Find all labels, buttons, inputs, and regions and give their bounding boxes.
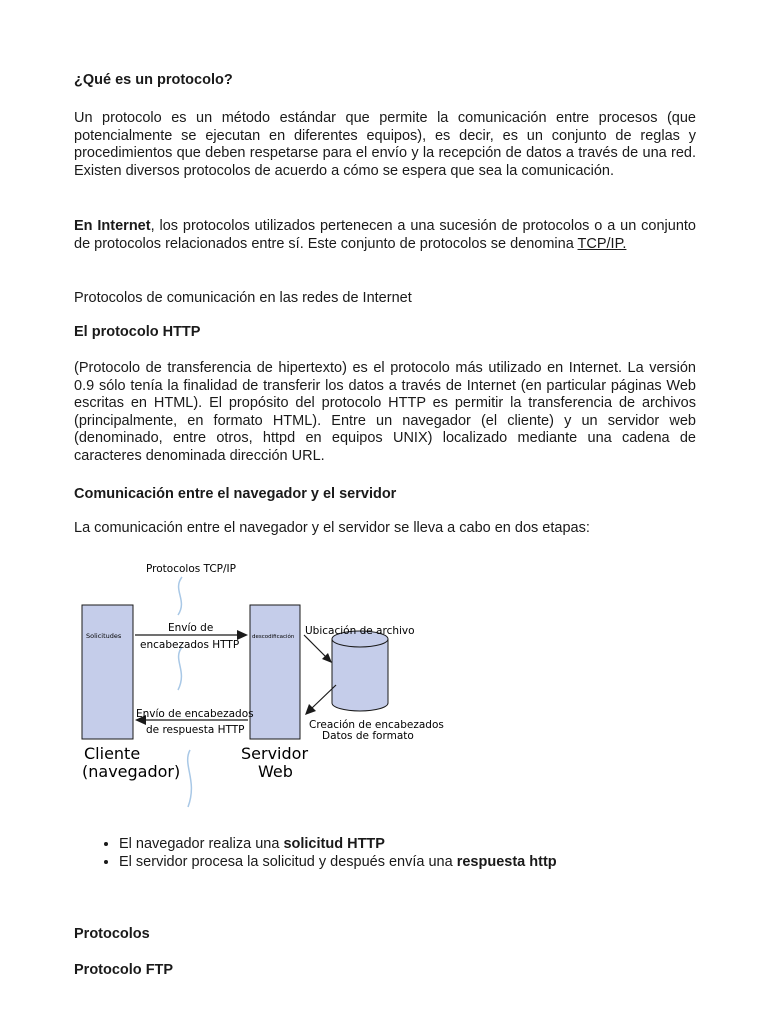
intro-paragraph: Un protocolo es un método estándar que permite la comunicación entre procesos (que potencialmente se ejecutan en diferentes equipos), es decir, es un conjunto de reglas y procedimientos que deben respetarse para el envío y la recepción de datos a través de una red. Existen diversos protocolos de acuerdo a cómo se espera que sea la comunicación.: [74, 110, 696, 179]
wave-middle: [178, 647, 182, 690]
http-paragraph: (Protocolo de transferencia de hipertexto) es el protocolo más utilizado en Internet. La versión 0.9 sólo tenía la finalidad de transferir los datos a través de Internet (en particular páginas Web escritas en HTML). El propósito del protocolo HTTP es permitir la transferencia de archivos (principalmente, en formato HTML). Entre un navegador (el cliente) y un servidor web (denominado, entre otros, httpd en equipos UNIX) localizado mediante una cadena de caracteres denominada dirección URL.: [74, 360, 696, 464]
client-box-label: Solicitudes: [86, 632, 122, 640]
internet-paragraph: [74, 218, 696, 253]
http-communication-diagram: [74, 555, 474, 815]
database-cylinder: [332, 639, 388, 711]
header-creation-line1: Creación de encabezados: [309, 719, 444, 731]
send-headers-line1: Envío de: [168, 622, 214, 634]
tcpip-label: Protocolos TCP/IP: [146, 563, 236, 575]
heading-http: El protocolo HTTP: [74, 324, 201, 340]
wave-top: [178, 577, 182, 615]
wave-bottom: [188, 750, 192, 807]
list-item: • El navegador realiza una solicitud HTTP: [119, 835, 741, 853]
server-box-label: descodificación: [252, 634, 295, 640]
list-item: • El servidor procesa la solicitud y después envía una respuesta http: [119, 853, 741, 871]
client-line1: Cliente: [84, 744, 141, 763]
comm-line: Protocolos de comunicación en las redes de Internet: [74, 290, 412, 306]
file-location-label: Ubicación de archivo: [305, 625, 415, 637]
heading-navegador-servidor: Comunicación entre el navegador y el servidor: [74, 486, 397, 502]
send-headers-line2: encabezados HTTP: [140, 639, 240, 651]
client-box: [82, 605, 133, 739]
server-line1: Servidor: [241, 744, 309, 763]
response-line2: de respuesta HTTP: [146, 724, 245, 736]
internet-text: , los protocolos utilizados pertenecen a una sucesión de protocolos o a un conjunto de protocolos relacionados entre sí. Este conjunto de protocolos se denomina: [74, 218, 696, 252]
heading-que-es-protocolo: ¿Qué es un protocolo?: [74, 72, 233, 88]
response-line1: Envío de encabezados: [136, 708, 254, 720]
heading-ftp: Protocolo FTP: [74, 962, 174, 978]
heading-protocolos: Protocolos: [74, 926, 150, 942]
client-line2: (navegador): [82, 762, 181, 781]
nav-paragraph: La comunicación entre el navegador y el servidor se lleva a cabo en dos etapas:: [74, 520, 590, 536]
internet-bold: En Internet: [74, 218, 151, 234]
location-arrow: [304, 635, 326, 657]
header-creation-line2: Datos de formato: [322, 730, 414, 742]
server-box: [250, 605, 300, 739]
tcpip-link[interactable]: TCP/IP.: [577, 235, 627, 252]
server-line2: Web: [258, 762, 293, 781]
steps-list: [74, 835, 741, 871]
